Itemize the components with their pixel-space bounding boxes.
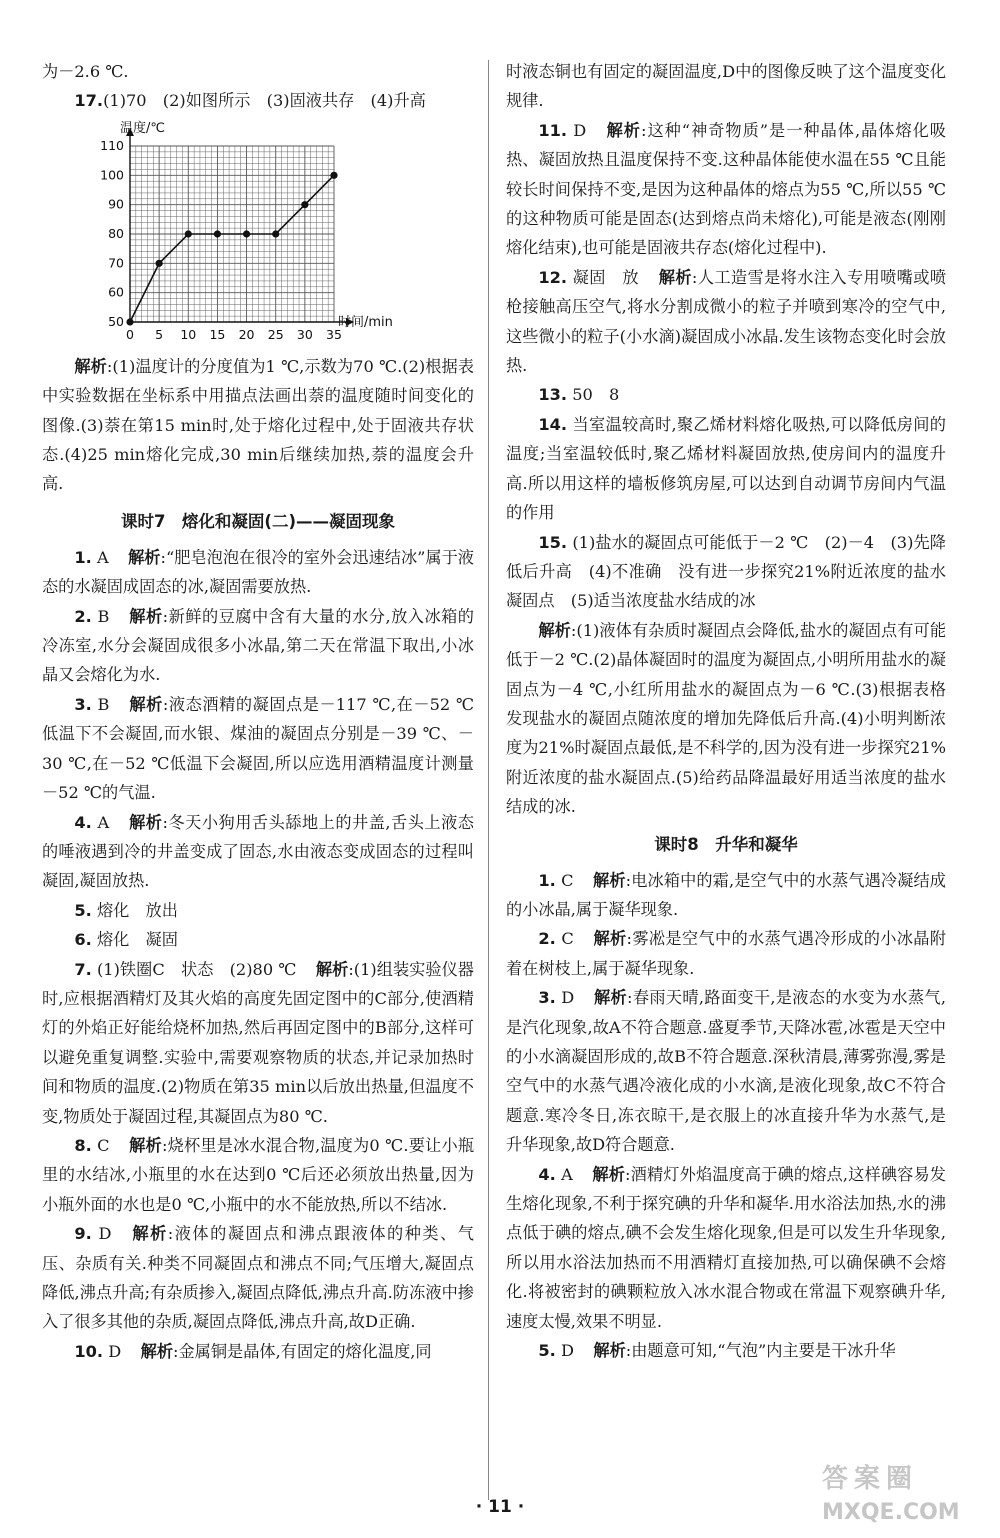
l7-q7-num: 7. (74, 959, 92, 979)
l7-q8-ans: C (97, 1135, 110, 1155)
l7-q4-ans: A (97, 812, 110, 832)
l7-q10-num: 10. (74, 1341, 104, 1361)
l8-q1-label: 解析 (592, 870, 626, 890)
q11-num: 11. (538, 120, 568, 140)
l8-q1-num: 1. (538, 870, 556, 890)
l8-q3-num: 3. (538, 988, 556, 1008)
q13 (506, 380, 946, 409)
q11-label: 解析 (605, 120, 641, 140)
data-point (126, 318, 133, 325)
q11-ans: D (573, 120, 587, 140)
q15-text: (1)盐水的凝固点可能低于－2 ℃ (2)－4 (3)先降低后升高 (4)不准确 没有进一步探究21%附近浓度的盐水凝固点 (5)适当浓度盐水结成的冰 (506, 532, 946, 611)
l8-q4-ans: A (561, 1164, 573, 1184)
q15 (506, 528, 946, 616)
q12-ans: 凝固 放 (572, 267, 639, 287)
y-tick-label: 80 (108, 225, 124, 241)
l7-q7-label: 解析 (315, 959, 349, 979)
y-tick-label: 90 (108, 196, 124, 212)
right-column (506, 57, 946, 1365)
l7-q4-num: 4. (74, 812, 92, 832)
y-axis-label: 温度/℃ (120, 120, 165, 136)
l8-q2-label: 解析 (593, 929, 627, 949)
q17-explain-text: :(1)温度计的分度值为1 ℃,示数为70 ℃.(2)根据表中实验数据在坐标系中用描点法画出萘的温度随时间变化的图像.(3)萘在第15 min时,处于熔化过程中,处于固液共存状态.(4)25 min熔化完成,30 min后继续加热,萘的温度会升高. (42, 356, 475, 494)
l7-q9-ans: D (98, 1224, 112, 1244)
watermark-line2: MXQE.COM (822, 1500, 960, 1525)
l7-q2-num: 2. (74, 606, 92, 626)
l8-q4-num: 4. (538, 1164, 556, 1184)
q11 (506, 116, 946, 263)
temperature-time-graph (42, 118, 474, 346)
l8-q3-ans: D (561, 988, 575, 1008)
data-point (272, 230, 279, 237)
l7-q3-text: :液态酒精的凝固点是－117 ℃,在－52 ℃低温下不会凝固,而水银、煤油的凝固点分别是－39 ℃、－30 ℃,在－52 ℃低温下会凝固,所以应选用酒精温度计测量－52 ℃的气温. (42, 694, 474, 803)
data-point (156, 260, 163, 267)
l7-q8-label: 解析 (128, 1135, 162, 1155)
l7-q2-text: :新鲜的豆腐中含有大量的水分,放入冰箱的冷冻室,水分会凝固成很多小冰晶,第二天在常温下取出,小冰晶又会熔化为水. (42, 606, 474, 685)
q13-text: 50 8 (572, 385, 620, 405)
l7-q4 (42, 808, 474, 896)
x-axis-label: 时间/min (338, 314, 393, 330)
q11-text: :这种“神奇物质”是一种晶体,晶体熔化吸热、凝固放热且温度保持不变.这种晶体能使水温在55 ℃且能较长时间保持不变,是因为这种晶体的熔点为55 ℃,所以55 ℃的这种物质可能是固态(达到熔点尚未熔化),可能是液态(刚刚熔化结束),也可能是固液共存态(熔化过程中). (506, 120, 946, 258)
x-tick-label: 25 (267, 326, 284, 342)
y-tick-label: 50 (108, 313, 124, 329)
lesson8-title: 课时8 升华和凝华 (654, 834, 798, 854)
left-column (42, 57, 474, 1366)
l7-q1-label: 解析 (128, 547, 161, 567)
q13-num: 13. (538, 385, 568, 405)
q17-explain-label: 解析 (74, 356, 107, 376)
l7-q10-label: 解析 (140, 1341, 174, 1361)
l7-q5 (42, 896, 474, 925)
data-point (214, 230, 221, 237)
l7-q8-num: 8. (74, 1135, 92, 1155)
q10-continuation: 时液态铜也有固定的凝固温度,D中的图像反映了这个温度变化规律. (506, 62, 946, 111)
l7-q2-ans: B (97, 606, 110, 626)
page-number: · 11 · (475, 1497, 525, 1517)
l8-q5 (506, 1336, 946, 1365)
q15-explanation (506, 616, 946, 822)
l7-q5-num: 5. (74, 900, 92, 920)
data-point (243, 230, 250, 237)
l7-q1-ans: A (96, 547, 109, 567)
l7-q7 (42, 955, 474, 1131)
l7-q10-text: :金属铜是晶体,有固定的熔化温度,同 (173, 1341, 432, 1361)
l7-q2-label: 解析 (128, 606, 163, 626)
l7-q4-text: :冬天小狗用舌头舔地上的井盖,舌头上液态的唾液遇到冷的井盖变成了固态,水由液态变成固态的过程叫凝固,凝固放热. (42, 812, 474, 891)
l8-q5-label: 解析 (593, 1341, 626, 1361)
l8-q3-text: :春雨天晴,路面变干,是液态的水变为水蒸气,是汽化现象,故A不符合题意.盛夏季节,天降冰雹,冰雹是天空中的小水滴凝固形成的,故B不符合题意.深秋清晨,薄雾弥漫,雾是空气中的水蒸气遇冷液化成的小水滴,是液化现象,故C不符合题意.寒冷冬日,冻衣晾干,是衣服上的冰直接升华为水蒸气,是升华现象,故D符合题意. (506, 988, 947, 1155)
l7-q10-ans: D (108, 1341, 122, 1361)
l8-q4-text: :酒精灯外焰温度高于碘的熔点,这样碘容易发生熔化现象,不利于探究碘的升华和凝华.用水浴法加热,水的沸点低于碘的熔点,碘不会发生熔化现象,但是可以发生升华现象,所以用水浴法加热而不用酒精灯直接加热,可以确保碘不会熔化.将被密封的碘颗粒放入冰水混合物或在常温下观察碘升华,速度太慢,效果不明显. (506, 1164, 946, 1331)
l8-q1 (506, 866, 946, 925)
q12-label: 解析 (658, 267, 692, 287)
l7-q1-text: :“肥皂泡泡在很冷的室外会迅速结冰”属于液态的水凝固成固态的冰,凝固需要放热. (42, 547, 474, 597)
data-point (301, 201, 308, 208)
q12-num: 12. (538, 267, 568, 287)
q15-explain-text: :(1)液体有杂质时凝固点会降低,盐水的凝固点有可能低于－2 ℃.(2)晶体凝固时的温度为凝固点,小明所用盐水的凝固点为－4 ℃,小红所用盐水的凝固点为－6 ℃.(3)根据表格发现盐水的凝固点随浓度的增加先降低后升高.(4)小明判断浓度为21%时凝固点最低,是不科学的,因为没有进一步探究21%附近浓度的盐水凝固点.(5)给药品降温最好用适当浓度的盐水结成的冰. (506, 620, 947, 817)
x-tick-label: 20 (238, 326, 255, 342)
l8-q3-label: 解析 (593, 988, 628, 1008)
l7-q6-num: 6. (74, 930, 92, 950)
q17-text: (1)70 (2)如图所示 (3)固液共存 (4)升高 (103, 91, 426, 111)
x-tick-label: 15 (209, 326, 226, 342)
q14 (506, 410, 946, 528)
l7-q8 (42, 1131, 474, 1219)
l7-q9-text: :液体的凝固点和沸点跟液体的种类、气压、杂质有关.种类不同凝固点和沸点不同;气压增大,凝固点降低,沸点升高;有杂质掺入,凝固点降低,沸点升高.防冻液中掺入了很多其他的杂质,凝固点降低,沸点升高,故D正确. (42, 1224, 474, 1332)
l8-q4 (506, 1160, 946, 1336)
intro-line: 为－2.6 ℃. (42, 62, 129, 81)
y-tick-label: 60 (108, 284, 124, 300)
l7-q3-num: 3. (74, 694, 92, 714)
y-tick-label: 110 (100, 137, 124, 153)
l7-q6-text: 熔化 凝固 (96, 930, 178, 950)
l8-q2-text: :雾凇是空气中的水蒸气遇冷形成的小冰晶附着在树枝上,属于凝华现象. (506, 929, 947, 978)
y-tick-label: 100 (100, 167, 124, 183)
q17-number: 17. (74, 91, 104, 111)
data-point (185, 230, 192, 237)
l7-q7-text: :(1)组装实验仪器时,应根据酒精灯及其火焰的高度先固定图中的C部分,使酒精灯的外焰正好能给烧杯加热,然后再固定图中的B部分,这样可以避免重复调整.实验中,需要观察物质的状态,并记录加热时间和物质的温度.(2)物质在第35 min以后放出热量,但温度不变,物质处于凝固过程,其凝固点为80 ℃. (42, 959, 474, 1126)
l7-q5-text: 熔化 放出 (96, 900, 178, 920)
l7-q7-ans: (1)铁圈C 状态 (2)80 ℃ (96, 959, 297, 979)
q17-answer (42, 86, 474, 115)
l7-q9 (42, 1219, 474, 1337)
l8-q5-num: 5. (538, 1341, 556, 1361)
watermark-logo (822, 1466, 992, 1532)
watermark-line1: 答案圈 (822, 1464, 919, 1494)
x-tick-label: 10 (180, 326, 197, 342)
q15-explain-label: 解析 (538, 620, 571, 640)
l7-q1 (42, 543, 474, 602)
l7-q6 (42, 925, 474, 954)
l8-q5-ans: D (560, 1341, 574, 1361)
l8-q2 (506, 924, 946, 983)
column-divider (488, 60, 489, 1500)
l8-q4-label: 解析 (592, 1164, 626, 1184)
l7-q4-label: 解析 (128, 812, 163, 832)
l7-q3-label: 解析 (128, 694, 163, 714)
x-tick-label: 35 (326, 326, 342, 342)
q14-text: 当室温较高时,聚乙烯材料熔化吸热,可以降低房间的温度;当室温较低时,聚乙烯材料凝固放热,使房间内的温度升高.所以用这样的墙板修筑房屋,可以达到自动调节房间内气温的作用 (506, 414, 946, 523)
q17-explanation (42, 352, 474, 499)
l7-q3 (42, 690, 474, 808)
l8-q1-ans: C (561, 870, 574, 890)
l7-q3-ans: B (97, 694, 110, 714)
l7-q8-text: :烧杯里是冰水混合物,温度为0 ℃.要让小瓶里的水结冰,小瓶里的水在达到0 ℃后还必须放出热量,因为小瓶外面的水也是0 ℃,小瓶中的水不能放热,所以不结冰. (42, 1135, 475, 1214)
lesson7-title: 课时7 熔化和凝固(二)——凝固现象 (120, 511, 396, 531)
l7-q2 (42, 602, 474, 690)
q12 (506, 263, 946, 381)
x-tick-label: 5 (155, 326, 164, 342)
x-tick-label: 0 (126, 326, 134, 342)
x-tick-label: 30 (296, 326, 313, 342)
l7-q9-label: 解析 (130, 1224, 168, 1244)
l8-q2-ans: C (561, 929, 574, 949)
data-point (330, 172, 337, 179)
l8-q3 (506, 983, 946, 1159)
l8-q1-text: :电冰箱中的霜,是空气中的水蒸气遇冷凝结成的小冰晶,属于凝华现象. (506, 870, 946, 919)
l7-q9-num: 9. (74, 1224, 92, 1244)
q15-num: 15. (538, 532, 568, 552)
q14-num: 14. (538, 414, 568, 434)
l8-q2-num: 2. (538, 929, 556, 949)
y-tick-label: 70 (108, 255, 124, 271)
chart-svg (82, 118, 393, 346)
l7-q10 (42, 1337, 474, 1366)
series-line (130, 175, 334, 322)
l8-q5-text: :由题意可知,“气泡”内主要是干冰升华 (625, 1341, 896, 1361)
l7-q1-num: 1. (74, 547, 92, 567)
q12-text: :人工造雪是将水注入专用喷嘴或喷枪接触高压空气,将水分割成微小的粒子并喷到寒冷的空气中,这些微小的粒子(小水滴)凝固成小冰晶.发生该物态变化时会放热. (506, 267, 947, 376)
